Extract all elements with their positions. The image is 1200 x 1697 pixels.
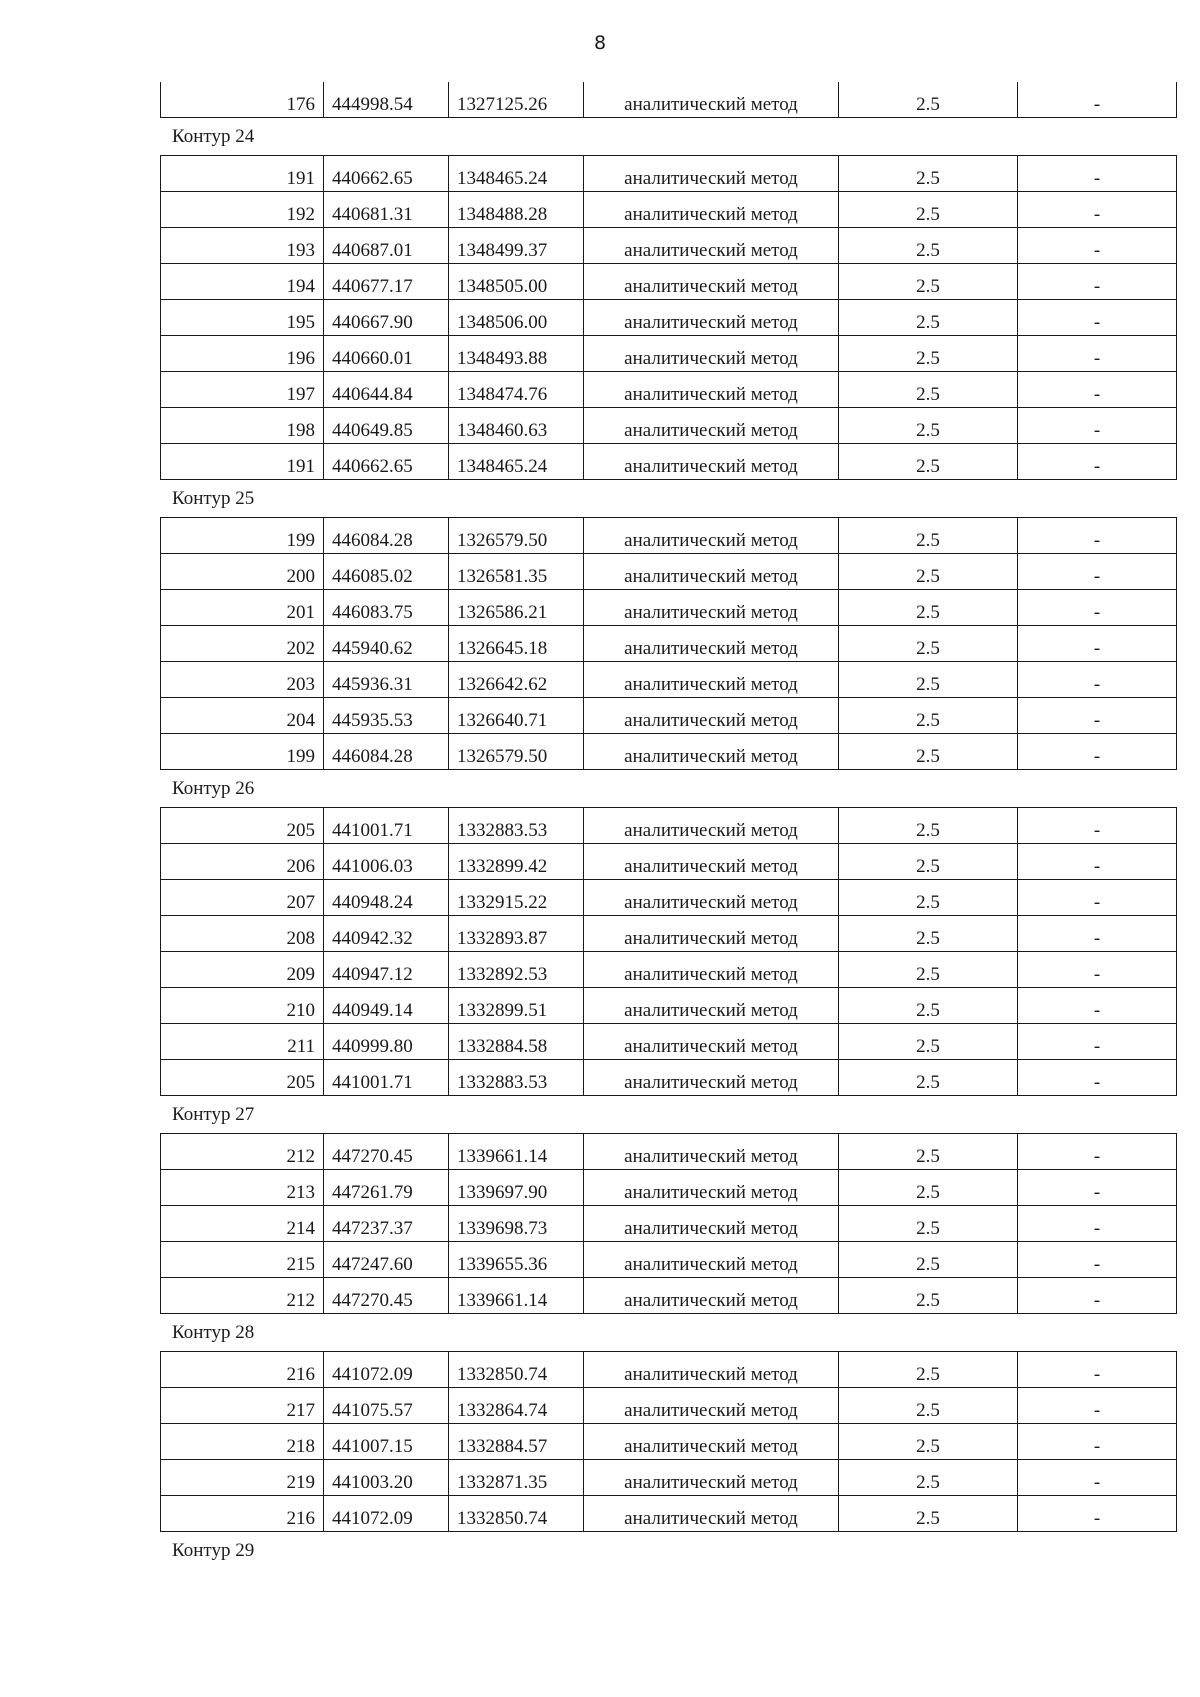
x-coordinate-cell: 440662.65 bbox=[324, 156, 449, 192]
point-number-cell: 202 bbox=[161, 626, 324, 662]
x-coordinate-cell: 441072.09 bbox=[324, 1496, 449, 1532]
point-number-cell: 200 bbox=[161, 554, 324, 590]
y-coordinate-cell: 1339697.90 bbox=[449, 1170, 584, 1206]
x-coordinate-cell: 440667.90 bbox=[324, 300, 449, 336]
method-cell: аналитический метод bbox=[584, 590, 839, 626]
point-number-cell: 216 bbox=[161, 1352, 324, 1388]
x-coordinate-cell: 446084.28 bbox=[324, 734, 449, 770]
table-row bbox=[161, 1242, 1177, 1278]
accuracy-cell: 2.5 bbox=[839, 952, 1018, 988]
y-coordinate-cell: 1339661.14 bbox=[449, 1278, 584, 1314]
method-cell: аналитический метод bbox=[584, 916, 839, 952]
table-row bbox=[161, 1024, 1177, 1060]
coordinates-table bbox=[160, 517, 1177, 770]
description-cell: - bbox=[1018, 518, 1177, 554]
method-cell: аналитический метод bbox=[584, 1170, 839, 1206]
y-coordinate-cell: 1332884.58 bbox=[449, 1024, 584, 1060]
description-cell: - bbox=[1018, 1170, 1177, 1206]
x-coordinate-cell: 441007.15 bbox=[324, 1424, 449, 1460]
x-coordinate-cell: 440662.65 bbox=[324, 444, 449, 480]
description-cell: - bbox=[1018, 734, 1177, 770]
y-coordinate-cell: 1326581.35 bbox=[449, 554, 584, 590]
accuracy-cell: 2.5 bbox=[839, 372, 1018, 408]
y-coordinate-cell: 1326642.62 bbox=[449, 662, 584, 698]
table-row bbox=[161, 408, 1177, 444]
accuracy-cell: 2.5 bbox=[839, 336, 1018, 372]
accuracy-cell: 2.5 bbox=[839, 554, 1018, 590]
accuracy-cell: 2.5 bbox=[839, 82, 1018, 118]
accuracy-cell: 2.5 bbox=[839, 916, 1018, 952]
point-number-cell: 193 bbox=[161, 228, 324, 264]
method-cell: аналитический метод bbox=[584, 228, 839, 264]
x-coordinate-cell: 447270.45 bbox=[324, 1278, 449, 1314]
method-cell: аналитический метод bbox=[584, 844, 839, 880]
table-row bbox=[161, 1206, 1177, 1242]
description-cell: - bbox=[1018, 1388, 1177, 1424]
accuracy-cell: 2.5 bbox=[839, 880, 1018, 916]
method-cell: аналитический метод bbox=[584, 336, 839, 372]
point-number-cell: 191 bbox=[161, 156, 324, 192]
y-coordinate-cell: 1348505.00 bbox=[449, 264, 584, 300]
point-number-cell: 213 bbox=[161, 1170, 324, 1206]
description-cell: - bbox=[1018, 228, 1177, 264]
accuracy-cell: 2.5 bbox=[839, 662, 1018, 698]
method-cell: аналитический метод bbox=[584, 1424, 839, 1460]
x-coordinate-cell: 447247.60 bbox=[324, 1242, 449, 1278]
y-coordinate-cell: 1339661.14 bbox=[449, 1134, 584, 1170]
x-coordinate-cell: 440644.84 bbox=[324, 372, 449, 408]
y-coordinate-cell: 1348474.76 bbox=[449, 372, 584, 408]
description-cell: - bbox=[1018, 156, 1177, 192]
method-cell: аналитический метод bbox=[584, 1352, 839, 1388]
accuracy-cell: 2.5 bbox=[839, 518, 1018, 554]
method-cell: аналитический метод bbox=[584, 1496, 839, 1532]
y-coordinate-cell: 1327125.26 bbox=[449, 82, 584, 118]
y-coordinate-cell: 1348465.24 bbox=[449, 444, 584, 480]
accuracy-cell: 2.5 bbox=[839, 626, 1018, 662]
accuracy-cell: 2.5 bbox=[839, 1460, 1018, 1496]
table-row bbox=[161, 626, 1177, 662]
accuracy-cell: 2.5 bbox=[839, 228, 1018, 264]
accuracy-cell: 2.5 bbox=[839, 1134, 1018, 1170]
method-cell: аналитический метод bbox=[584, 156, 839, 192]
x-coordinate-cell: 441075.57 bbox=[324, 1388, 449, 1424]
x-coordinate-cell: 447270.45 bbox=[324, 1134, 449, 1170]
table-row bbox=[161, 192, 1177, 228]
page-number: 8 bbox=[593, 32, 607, 54]
point-number-cell: 210 bbox=[161, 988, 324, 1024]
x-coordinate-cell: 445940.62 bbox=[324, 626, 449, 662]
description-cell: - bbox=[1018, 988, 1177, 1024]
accuracy-cell: 2.5 bbox=[839, 1388, 1018, 1424]
point-number-cell: 192 bbox=[161, 192, 324, 228]
y-coordinate-cell: 1348488.28 bbox=[449, 192, 584, 228]
table-row bbox=[161, 1388, 1177, 1424]
y-coordinate-cell: 1332915.22 bbox=[449, 880, 584, 916]
y-coordinate-cell: 1332899.51 bbox=[449, 988, 584, 1024]
description-cell: - bbox=[1018, 264, 1177, 300]
accuracy-cell: 2.5 bbox=[839, 1424, 1018, 1460]
description-cell: - bbox=[1018, 1460, 1177, 1496]
description-cell: - bbox=[1018, 662, 1177, 698]
y-coordinate-cell: 1332850.74 bbox=[449, 1352, 584, 1388]
description-cell: - bbox=[1018, 1206, 1177, 1242]
contour-title: Контур 27 bbox=[172, 1104, 255, 1125]
table-row bbox=[161, 336, 1177, 372]
method-cell: аналитический метод bbox=[584, 1278, 839, 1314]
method-cell: аналитический метод bbox=[584, 880, 839, 916]
method-cell: аналитический метод bbox=[584, 444, 839, 480]
table-row bbox=[161, 82, 1177, 118]
x-coordinate-cell: 441003.20 bbox=[324, 1460, 449, 1496]
x-coordinate-cell: 446084.28 bbox=[324, 518, 449, 554]
point-number-cell: 212 bbox=[161, 1134, 324, 1170]
accuracy-cell: 2.5 bbox=[839, 300, 1018, 336]
x-coordinate-cell: 447261.79 bbox=[324, 1170, 449, 1206]
contour-title: Контур 26 bbox=[172, 778, 255, 799]
description-cell: - bbox=[1018, 192, 1177, 228]
point-number-cell: 212 bbox=[161, 1278, 324, 1314]
y-coordinate-cell: 1348506.00 bbox=[449, 300, 584, 336]
coordinates-table bbox=[160, 807, 1177, 1096]
table-row bbox=[161, 1496, 1177, 1532]
description-cell: - bbox=[1018, 844, 1177, 880]
accuracy-cell: 2.5 bbox=[839, 1496, 1018, 1532]
accuracy-cell: 2.5 bbox=[839, 1060, 1018, 1096]
description-cell: - bbox=[1018, 444, 1177, 480]
table-row bbox=[161, 156, 1177, 192]
table-row bbox=[161, 1352, 1177, 1388]
y-coordinate-cell: 1326586.21 bbox=[449, 590, 584, 626]
table-row bbox=[161, 444, 1177, 480]
method-cell: аналитический метод bbox=[584, 1134, 839, 1170]
method-cell: аналитический метод bbox=[584, 662, 839, 698]
coordinates-table bbox=[160, 82, 1177, 118]
y-coordinate-cell: 1348460.63 bbox=[449, 408, 584, 444]
y-coordinate-cell: 1332883.53 bbox=[449, 808, 584, 844]
point-number-cell: 219 bbox=[161, 1460, 324, 1496]
y-coordinate-cell: 1339655.36 bbox=[449, 1242, 584, 1278]
point-number-cell: 204 bbox=[161, 698, 324, 734]
method-cell: аналитический метод bbox=[584, 734, 839, 770]
description-cell: - bbox=[1018, 372, 1177, 408]
contour-title: Контур 25 bbox=[172, 488, 255, 509]
description-cell: - bbox=[1018, 1352, 1177, 1388]
table-row bbox=[161, 372, 1177, 408]
y-coordinate-cell: 1348499.37 bbox=[449, 228, 584, 264]
point-number-cell: 215 bbox=[161, 1242, 324, 1278]
method-cell: аналитический метод bbox=[584, 1060, 839, 1096]
accuracy-cell: 2.5 bbox=[839, 156, 1018, 192]
table-row bbox=[161, 698, 1177, 734]
x-coordinate-cell: 440947.12 bbox=[324, 952, 449, 988]
point-number-cell: 207 bbox=[161, 880, 324, 916]
table-row bbox=[161, 844, 1177, 880]
accuracy-cell: 2.5 bbox=[839, 988, 1018, 1024]
method-cell: аналитический метод bbox=[584, 300, 839, 336]
accuracy-cell: 2.5 bbox=[839, 408, 1018, 444]
point-number-cell: 195 bbox=[161, 300, 324, 336]
point-number-cell: 214 bbox=[161, 1206, 324, 1242]
accuracy-cell: 2.5 bbox=[839, 1278, 1018, 1314]
description-cell: - bbox=[1018, 1496, 1177, 1532]
method-cell: аналитический метод bbox=[584, 192, 839, 228]
table-row bbox=[161, 952, 1177, 988]
accuracy-cell: 2.5 bbox=[839, 1024, 1018, 1060]
x-coordinate-cell: 445935.53 bbox=[324, 698, 449, 734]
x-coordinate-cell: 441001.71 bbox=[324, 808, 449, 844]
description-cell: - bbox=[1018, 808, 1177, 844]
x-coordinate-cell: 440687.01 bbox=[324, 228, 449, 264]
x-coordinate-cell: 440948.24 bbox=[324, 880, 449, 916]
point-number-cell: 191 bbox=[161, 444, 324, 480]
table-row bbox=[161, 988, 1177, 1024]
table-row bbox=[161, 518, 1177, 554]
table-row bbox=[161, 1424, 1177, 1460]
accuracy-cell: 2.5 bbox=[839, 1242, 1018, 1278]
point-number-cell: 201 bbox=[161, 590, 324, 626]
coordinates-table bbox=[160, 1351, 1177, 1532]
method-cell: аналитический метод bbox=[584, 698, 839, 734]
accuracy-cell: 2.5 bbox=[839, 192, 1018, 228]
accuracy-cell: 2.5 bbox=[839, 1206, 1018, 1242]
x-coordinate-cell: 446085.02 bbox=[324, 554, 449, 590]
accuracy-cell: 2.5 bbox=[839, 734, 1018, 770]
method-cell: аналитический метод bbox=[584, 626, 839, 662]
y-coordinate-cell: 1332871.35 bbox=[449, 1460, 584, 1496]
method-cell: аналитический метод bbox=[584, 808, 839, 844]
table-row bbox=[161, 662, 1177, 698]
x-coordinate-cell: 441001.71 bbox=[324, 1060, 449, 1096]
description-cell: - bbox=[1018, 1024, 1177, 1060]
method-cell: аналитический метод bbox=[584, 1388, 839, 1424]
description-cell: - bbox=[1018, 916, 1177, 952]
table-row bbox=[161, 1060, 1177, 1096]
x-coordinate-cell: 440677.17 bbox=[324, 264, 449, 300]
method-cell: аналитический метод bbox=[584, 264, 839, 300]
point-number-cell: 218 bbox=[161, 1424, 324, 1460]
x-coordinate-cell: 444998.54 bbox=[324, 82, 449, 118]
description-cell: - bbox=[1018, 626, 1177, 662]
accuracy-cell: 2.5 bbox=[839, 1170, 1018, 1206]
table-row bbox=[161, 1134, 1177, 1170]
contour-title: Контур 28 bbox=[172, 1322, 255, 1343]
table-row bbox=[161, 880, 1177, 916]
point-number-cell: 205 bbox=[161, 1060, 324, 1096]
coordinates-table bbox=[160, 1133, 1177, 1314]
description-cell: - bbox=[1018, 698, 1177, 734]
contour-title: Контур 29 bbox=[172, 1540, 255, 1561]
y-coordinate-cell: 1326579.50 bbox=[449, 734, 584, 770]
description-cell: - bbox=[1018, 880, 1177, 916]
point-number-cell: 198 bbox=[161, 408, 324, 444]
point-number-cell: 208 bbox=[161, 916, 324, 952]
point-number-cell: 216 bbox=[161, 1496, 324, 1532]
x-coordinate-cell: 440660.01 bbox=[324, 336, 449, 372]
point-number-cell: 203 bbox=[161, 662, 324, 698]
contour-title: Контур 24 bbox=[172, 126, 255, 147]
table-row bbox=[161, 1278, 1177, 1314]
accuracy-cell: 2.5 bbox=[839, 444, 1018, 480]
description-cell: - bbox=[1018, 1060, 1177, 1096]
x-coordinate-cell: 445936.31 bbox=[324, 662, 449, 698]
y-coordinate-cell: 1332864.74 bbox=[449, 1388, 584, 1424]
accuracy-cell: 2.5 bbox=[839, 698, 1018, 734]
description-cell: - bbox=[1018, 1134, 1177, 1170]
x-coordinate-cell: 440999.80 bbox=[324, 1024, 449, 1060]
method-cell: аналитический метод bbox=[584, 554, 839, 590]
y-coordinate-cell: 1339698.73 bbox=[449, 1206, 584, 1242]
y-coordinate-cell: 1348465.24 bbox=[449, 156, 584, 192]
y-coordinate-cell: 1332899.42 bbox=[449, 844, 584, 880]
point-number-cell: 196 bbox=[161, 336, 324, 372]
description-cell: - bbox=[1018, 82, 1177, 118]
table-row bbox=[161, 228, 1177, 264]
description-cell: - bbox=[1018, 1278, 1177, 1314]
point-number-cell: 206 bbox=[161, 844, 324, 880]
description-cell: - bbox=[1018, 1424, 1177, 1460]
method-cell: аналитический метод bbox=[584, 408, 839, 444]
x-coordinate-cell: 440649.85 bbox=[324, 408, 449, 444]
table-row bbox=[161, 1170, 1177, 1206]
y-coordinate-cell: 1326640.71 bbox=[449, 698, 584, 734]
method-cell: аналитический метод bbox=[584, 372, 839, 408]
x-coordinate-cell: 446083.75 bbox=[324, 590, 449, 626]
point-number-cell: 199 bbox=[161, 734, 324, 770]
method-cell: аналитический метод bbox=[584, 988, 839, 1024]
y-coordinate-cell: 1332892.53 bbox=[449, 952, 584, 988]
method-cell: аналитический метод bbox=[584, 1024, 839, 1060]
description-cell: - bbox=[1018, 336, 1177, 372]
description-cell: - bbox=[1018, 300, 1177, 336]
point-number-cell: 205 bbox=[161, 808, 324, 844]
x-coordinate-cell: 447237.37 bbox=[324, 1206, 449, 1242]
y-coordinate-cell: 1348493.88 bbox=[449, 336, 584, 372]
accuracy-cell: 2.5 bbox=[839, 264, 1018, 300]
point-number-cell: 176 bbox=[161, 82, 324, 118]
description-cell: - bbox=[1018, 554, 1177, 590]
method-cell: аналитический метод bbox=[584, 518, 839, 554]
table-row bbox=[161, 916, 1177, 952]
y-coordinate-cell: 1326645.18 bbox=[449, 626, 584, 662]
method-cell: аналитический метод bbox=[584, 952, 839, 988]
y-coordinate-cell: 1332883.53 bbox=[449, 1060, 584, 1096]
table-row bbox=[161, 808, 1177, 844]
table-row bbox=[161, 590, 1177, 626]
y-coordinate-cell: 1332884.57 bbox=[449, 1424, 584, 1460]
table-row bbox=[161, 264, 1177, 300]
table-row bbox=[161, 554, 1177, 590]
accuracy-cell: 2.5 bbox=[839, 808, 1018, 844]
method-cell: аналитический метод bbox=[584, 1242, 839, 1278]
x-coordinate-cell: 441006.03 bbox=[324, 844, 449, 880]
method-cell: аналитический метод bbox=[584, 1460, 839, 1496]
x-coordinate-cell: 441072.09 bbox=[324, 1352, 449, 1388]
table-row bbox=[161, 300, 1177, 336]
accuracy-cell: 2.5 bbox=[839, 844, 1018, 880]
y-coordinate-cell: 1332893.87 bbox=[449, 916, 584, 952]
y-coordinate-cell: 1332850.74 bbox=[449, 1496, 584, 1532]
coordinates-table bbox=[160, 155, 1177, 480]
coordinates-content bbox=[160, 82, 1101, 1569]
description-cell: - bbox=[1018, 1242, 1177, 1278]
point-number-cell: 194 bbox=[161, 264, 324, 300]
description-cell: - bbox=[1018, 952, 1177, 988]
point-number-cell: 209 bbox=[161, 952, 324, 988]
accuracy-cell: 2.5 bbox=[839, 590, 1018, 626]
method-cell: аналитический метод bbox=[584, 82, 839, 118]
table-row bbox=[161, 1460, 1177, 1496]
point-number-cell: 211 bbox=[161, 1024, 324, 1060]
x-coordinate-cell: 440681.31 bbox=[324, 192, 449, 228]
point-number-cell: 197 bbox=[161, 372, 324, 408]
point-number-cell: 217 bbox=[161, 1388, 324, 1424]
table-row bbox=[161, 734, 1177, 770]
method-cell: аналитический метод bbox=[584, 1206, 839, 1242]
y-coordinate-cell: 1326579.50 bbox=[449, 518, 584, 554]
point-number-cell: 199 bbox=[161, 518, 324, 554]
accuracy-cell: 2.5 bbox=[839, 1352, 1018, 1388]
description-cell: - bbox=[1018, 408, 1177, 444]
x-coordinate-cell: 440949.14 bbox=[324, 988, 449, 1024]
x-coordinate-cell: 440942.32 bbox=[324, 916, 449, 952]
description-cell: - bbox=[1018, 590, 1177, 626]
